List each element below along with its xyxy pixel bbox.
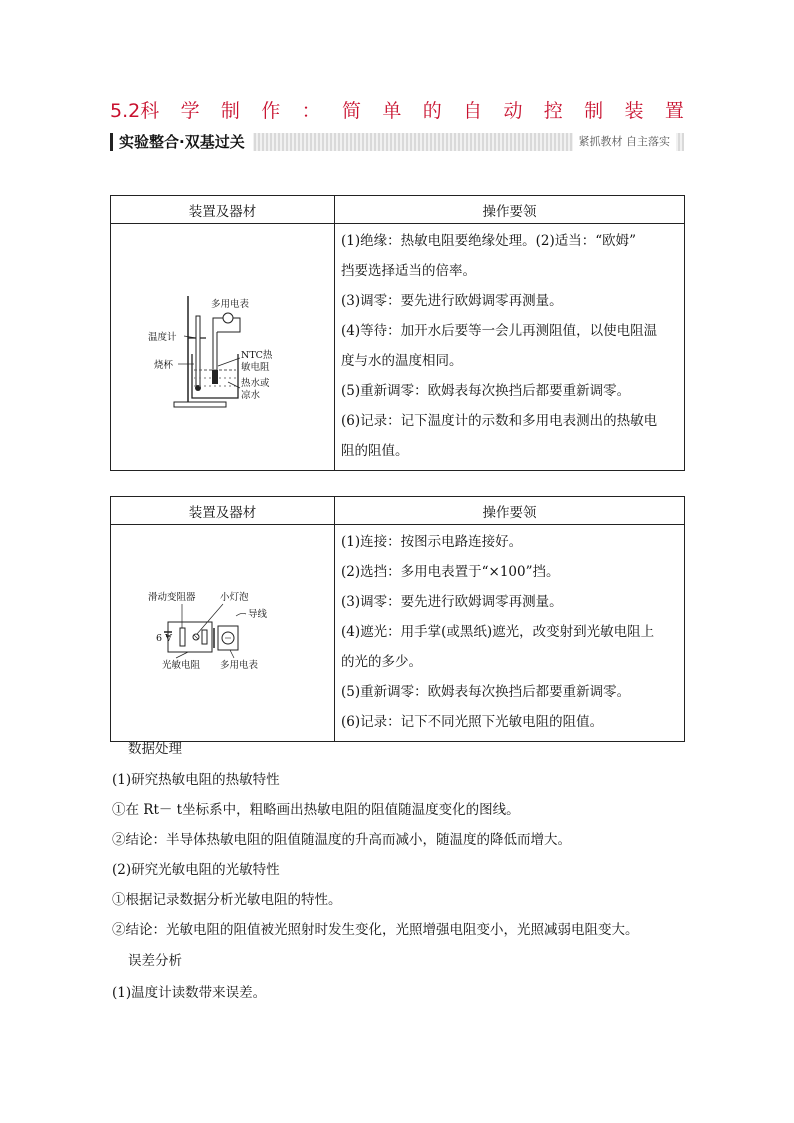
step-line: (4)遮光：用手掌(或黑纸)遮光，改变射到光敏电阻上 (341, 624, 655, 640)
body-line: ①根据记录数据分析光敏电阻的特性。 (112, 892, 342, 908)
label-ntc-line1: NTC热 (240, 349, 272, 361)
apparatus-cell (111, 224, 335, 471)
body-line: (1)研究热敏电阻的热敏特性 (112, 772, 280, 788)
label-beaker: 烧杯 (153, 359, 173, 371)
title-char: 自 (463, 99, 483, 122)
title-char: 置 (664, 99, 684, 122)
label-photoresistor: 光敏电阻 (161, 660, 200, 671)
steps-cell (335, 224, 685, 471)
title-char: ： (301, 99, 321, 122)
label-rheostat: 滑动变阻器 (147, 592, 196, 603)
label-multimeter: 多用电表 (210, 298, 249, 310)
step-line: 的光的多少。 (341, 654, 422, 670)
title-char: 学 (180, 99, 200, 122)
label-water-line2: 凉水 (240, 389, 260, 401)
step-line: 阻的阻值。 (341, 443, 409, 459)
body-line: ①在 Rt－ t坐标系中，粗略画出热敏电阻的阻值随温度变化的图线。 (112, 802, 520, 818)
photoresistor-circuit-diagram (148, 586, 298, 676)
step-line: (4)等待：加开水后要等一会儿再测阻值，以使电阻温 (341, 323, 658, 339)
banner-label: 实验整合·双基过关 (110, 133, 253, 151)
body-line: (2)研究光敏电阻的光敏特性 (112, 862, 280, 878)
label-multimeter: 多用电表 (219, 660, 258, 671)
section-banner (110, 133, 684, 153)
step-line: (5)重新调零：欧姆表每次换挡后都要重新调零。 (341, 684, 631, 700)
title-char: 制 (220, 99, 240, 122)
step-line: (2)选挡：多用电表置于“×100”挡。 (341, 564, 560, 580)
thermistor-apparatus-diagram (148, 278, 298, 413)
experiment-table-photoresistor (110, 496, 685, 742)
title-char: 单 (382, 99, 402, 122)
label-wire: 导线 (247, 609, 267, 620)
label-voltage: 6 V (155, 633, 172, 644)
step-line: (1)连接：按图示电路连接好。 (341, 534, 523, 550)
title-char: 装 (624, 99, 644, 122)
title-char: 的 (422, 99, 442, 122)
title-char: 动 (503, 99, 523, 122)
step-line: (6)记录：记下温度计的示数和多用电表测出的热敏电 (341, 413, 658, 429)
page-title (110, 96, 684, 122)
step-line: (1)绝缘：热敏电阻要绝缘处理。(2)适当：“欧姆” (341, 233, 637, 249)
title-char: 作 (261, 99, 281, 122)
title-char: 5.2科 (110, 99, 160, 122)
banner-subtitle: 紧抓教材 自主落实 (573, 133, 677, 151)
title-char: 制 (584, 99, 604, 122)
title-char: 控 (543, 99, 563, 122)
body-line: (1)温度计读数带来误差。 (112, 985, 267, 1001)
label-thermometer: 温度计 (147, 331, 177, 343)
column-header: 装置及器材 (111, 196, 335, 224)
apparatus-cell (111, 525, 335, 742)
title-char: 简 (342, 99, 362, 122)
section-heading-data-processing: 数据处理 (128, 741, 182, 757)
step-line: (6)记录：记下不同光照下光敏电阻的阻值。 (341, 714, 604, 730)
label-water-line1: 热水或 (240, 377, 270, 389)
column-header: 操作要领 (335, 196, 685, 224)
column-header: 操作要领 (335, 497, 685, 525)
experiment-table-thermistor (110, 195, 685, 471)
column-header: 装置及器材 (111, 497, 335, 525)
section-heading-error-analysis: 误差分析 (128, 953, 182, 969)
step-line: (3)调零：要先进行欧姆调零再测量。 (341, 594, 563, 610)
step-line: 度与水的温度相同。 (341, 353, 463, 369)
body-line: ②结论：光敏电阻的阻值被光照射时发生变化，光照增强电阻变小，光照减弱电阻变大。 (112, 922, 639, 938)
step-line: (3)调零：要先进行欧姆调零再测量。 (341, 293, 563, 309)
steps-cell (335, 525, 685, 742)
label-bulb: 小灯泡 (219, 592, 249, 603)
label-ntc-line2: 敏电阻 (240, 361, 270, 373)
step-line: 挡要选择适当的倍率。 (341, 263, 476, 279)
body-line: ②结论：半导体热敏电阻的阻值随温度的升高而减小，随温度的降低而增大。 (112, 832, 571, 848)
step-line: (5)重新调零：欧姆表每次换挡后都要重新调零。 (341, 383, 631, 399)
